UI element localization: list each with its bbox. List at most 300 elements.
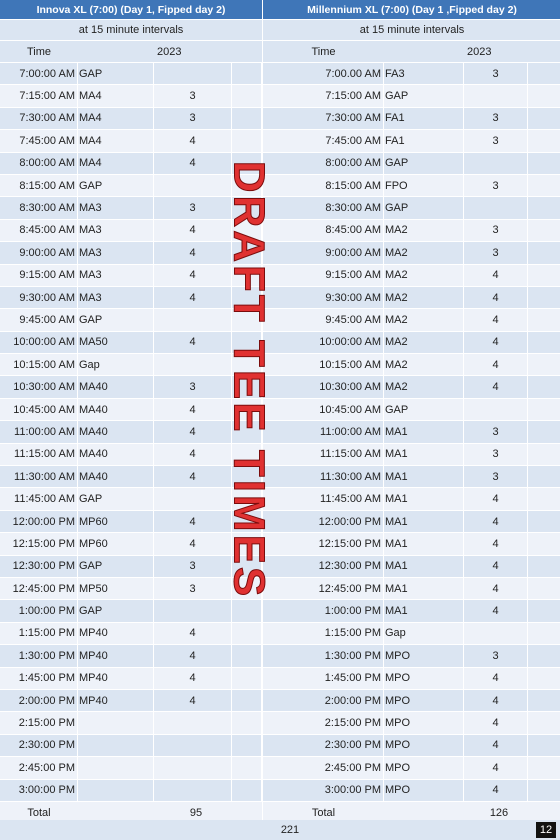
table-row	[0, 780, 262, 802]
table-row	[0, 265, 262, 287]
spare-cell	[528, 757, 560, 778]
table-row	[0, 735, 262, 757]
time-cell: 7:00:00 AM	[0, 63, 78, 84]
value-cell: 4	[464, 376, 528, 397]
value-cell: 4	[464, 578, 528, 599]
spare-cell	[232, 533, 262, 554]
value-cell	[154, 600, 232, 621]
code-cell: MA2	[384, 354, 464, 375]
code-cell: MPO	[384, 690, 464, 711]
table-row	[263, 63, 560, 85]
spare-cell	[528, 712, 560, 733]
time-cell: 7:15:00 AM	[0, 85, 78, 106]
table-row	[263, 108, 560, 130]
table-row	[263, 511, 560, 533]
value-cell: 4	[154, 466, 232, 487]
code-cell: MA1	[384, 421, 464, 442]
spare-cell	[528, 332, 560, 353]
time-cell: 8:30:00 AM	[0, 197, 78, 218]
time-cell: 1:30:00 PM	[0, 645, 78, 666]
value-cell: 4	[154, 153, 232, 174]
spare-cell	[528, 197, 560, 218]
time-cell: 8:15:00 AM	[0, 175, 78, 196]
code-cell: GAP	[384, 85, 464, 106]
time-cell: 9:00:00 AM	[0, 242, 78, 263]
table-row	[0, 645, 262, 667]
value-cell	[154, 780, 232, 801]
table-row	[263, 309, 560, 331]
code-cell: GAP	[78, 63, 154, 84]
code-cell: FA3	[384, 63, 464, 84]
value-cell: 4	[154, 444, 232, 465]
time-cell: 10:30:00 AM	[0, 376, 78, 397]
spare-cell	[528, 130, 560, 151]
table-row	[263, 354, 560, 376]
table-row	[263, 175, 560, 197]
code-cell	[78, 712, 154, 733]
code-cell: GAP	[384, 153, 464, 174]
millennium-schedule	[262, 0, 560, 820]
code-cell: MP60	[78, 533, 154, 554]
time-cell: 11:45:00 AM	[263, 488, 384, 509]
code-cell: MPO	[384, 645, 464, 666]
spare-cell	[232, 332, 262, 353]
spare-cell	[528, 556, 560, 577]
spare-cell	[232, 735, 262, 756]
table-row	[0, 444, 262, 466]
code-cell: MA40	[78, 376, 154, 397]
code-cell: MA2	[384, 376, 464, 397]
table-row	[0, 668, 262, 690]
value-cell: 3	[154, 197, 232, 218]
spare-cell	[528, 421, 560, 442]
value-cell: 3	[464, 175, 528, 196]
code-cell: MA2	[384, 332, 464, 353]
innova-column-header	[0, 41, 262, 63]
value-cell: 3	[464, 242, 528, 263]
code-cell: MA50	[78, 332, 154, 353]
code-cell: MPO	[384, 735, 464, 756]
time-cell: 10:00:00 AM	[0, 332, 78, 353]
value-cell: 4	[464, 309, 528, 330]
table-row	[263, 780, 560, 802]
value-cell: 4	[464, 757, 528, 778]
spare-cell	[232, 175, 262, 196]
total-value: 126	[489, 806, 509, 819]
spare-cell	[528, 488, 560, 509]
table-row	[0, 712, 262, 734]
table-row	[0, 399, 262, 421]
table-row	[0, 309, 262, 331]
spare-cell	[232, 63, 262, 84]
table-row	[263, 668, 560, 690]
value-cell: 3	[464, 108, 528, 129]
time-cell: 2:30:00 PM	[0, 735, 78, 756]
table-row	[0, 108, 262, 130]
spare-cell	[232, 108, 262, 129]
code-cell: MA3	[78, 242, 154, 263]
time-cell: 12:15:00 PM	[0, 533, 78, 554]
table-row	[263, 466, 560, 488]
table-row	[0, 466, 262, 488]
time-cell: 11:15:00 AM	[263, 444, 384, 465]
table-row	[263, 690, 560, 712]
code-cell: MA1	[384, 444, 464, 465]
value-cell: 4	[464, 488, 528, 509]
spare-cell	[232, 309, 262, 330]
spare-cell	[528, 354, 560, 375]
table-row	[0, 533, 262, 555]
value-cell: 3	[154, 85, 232, 106]
page-number: 12	[536, 822, 556, 838]
table-row	[263, 556, 560, 578]
table-row	[263, 197, 560, 219]
spare-cell	[528, 466, 560, 487]
time-cell: 2:15:00 PM	[0, 712, 78, 733]
spare-cell	[232, 220, 262, 241]
time-cell: 10:45:00 AM	[0, 399, 78, 420]
time-cell: 9:45:00 AM	[0, 309, 78, 330]
time-cell: 7:45:00 AM	[263, 130, 384, 151]
time-cell: 11:30:00 AM	[263, 466, 384, 487]
value-cell: 4	[464, 332, 528, 353]
table-row	[263, 153, 560, 175]
value-cell	[464, 153, 528, 174]
spare-cell	[232, 780, 262, 801]
spare-cell	[232, 645, 262, 666]
value-cell: 3	[464, 466, 528, 487]
table-row	[0, 85, 262, 107]
spare-cell	[232, 399, 262, 420]
spare-cell	[528, 399, 560, 420]
value-cell: 3	[464, 421, 528, 442]
time-cell: 12:00:00 PM	[0, 511, 78, 532]
code-cell: MA2	[384, 309, 464, 330]
table-row	[263, 376, 560, 398]
code-cell: MA40	[78, 444, 154, 465]
spare-cell	[528, 220, 560, 241]
code-cell: GAP	[78, 556, 154, 577]
time-cell: 8:00:00 AM	[0, 153, 78, 174]
code-cell: MA2	[384, 220, 464, 241]
time-cell: 1:00:00 PM	[263, 600, 384, 621]
innova-schedule	[0, 0, 262, 820]
time-cell: 7:00.00 AM	[263, 63, 384, 84]
table-row	[263, 757, 560, 779]
spare-cell	[232, 354, 262, 375]
spare-cell	[232, 712, 262, 733]
code-cell: MPO	[384, 757, 464, 778]
year-column-header: 2023	[467, 45, 492, 58]
spare-cell	[528, 444, 560, 465]
time-cell: 7:30:00 AM	[0, 108, 78, 129]
value-cell: 4	[464, 780, 528, 801]
spare-cell	[232, 421, 262, 442]
value-cell: 4	[464, 690, 528, 711]
value-cell	[154, 757, 232, 778]
code-cell: MPO	[384, 780, 464, 801]
code-cell: MP40	[78, 623, 154, 644]
value-cell	[154, 488, 232, 509]
time-cell: 2:00:00 PM	[0, 690, 78, 711]
table-row	[0, 556, 262, 578]
time-cell: 11:00:00 AM	[0, 421, 78, 442]
spare-cell	[232, 376, 262, 397]
time-cell: 2:45:00 PM	[0, 757, 78, 778]
code-cell: MA1	[384, 488, 464, 509]
spare-cell	[528, 153, 560, 174]
code-cell: FPO	[384, 175, 464, 196]
table-row	[0, 63, 262, 85]
code-cell: FA1	[384, 130, 464, 151]
code-cell: MA1	[384, 556, 464, 577]
spare-cell	[232, 85, 262, 106]
table-row	[263, 600, 560, 622]
value-cell: 3	[154, 108, 232, 129]
table-row	[263, 488, 560, 510]
time-cell: 8:45:00 AM	[263, 220, 384, 241]
value-cell: 4	[154, 511, 232, 532]
value-cell	[154, 735, 232, 756]
time-cell: 1:00:00 PM	[0, 600, 78, 621]
code-cell: MA3	[78, 287, 154, 308]
spare-cell	[528, 690, 560, 711]
table-row	[0, 130, 262, 152]
table-row	[0, 578, 262, 600]
code-cell: GAP	[78, 488, 154, 509]
table-row	[263, 444, 560, 466]
value-cell: 4	[154, 242, 232, 263]
time-cell: 10:00:00 AM	[263, 332, 384, 353]
time-cell: 2:15:00 PM	[263, 712, 384, 733]
spare-cell	[232, 153, 262, 174]
table-row	[263, 735, 560, 757]
value-cell: 3	[154, 376, 232, 397]
spare-cell	[232, 600, 262, 621]
time-cell: 11:00:00 AM	[263, 421, 384, 442]
value-cell: 4	[154, 645, 232, 666]
value-cell: 4	[154, 623, 232, 644]
innova-title: Innova XL (7:00) (Day 1, Fipped day 2)	[0, 0, 262, 20]
time-cell: 7:15:00 AM	[263, 85, 384, 106]
code-cell: FA1	[384, 108, 464, 129]
table-row	[0, 242, 262, 264]
time-cell: 8:30:00 AM	[263, 197, 384, 218]
code-cell: MP40	[78, 645, 154, 666]
value-cell: 4	[154, 220, 232, 241]
code-cell: Gap	[78, 354, 154, 375]
spare-cell	[528, 735, 560, 756]
table-row	[0, 488, 262, 510]
code-cell	[78, 780, 154, 801]
millennium-interval-note: at 15 minute intervals	[263, 20, 560, 41]
time-cell: 3:00:00 PM	[0, 780, 78, 801]
value-cell	[154, 175, 232, 196]
watermark-text: DRAFT TEE TIMES	[224, 160, 273, 600]
value-cell: 4	[154, 533, 232, 554]
innova-interval-note: at 15 minute intervals	[0, 20, 262, 41]
spare-cell	[528, 623, 560, 644]
code-cell: MPO	[384, 712, 464, 733]
value-cell: 4	[464, 511, 528, 532]
value-cell: 3	[464, 220, 528, 241]
spare-cell	[232, 242, 262, 263]
time-cell: 12:15:00 PM	[263, 533, 384, 554]
table-row	[0, 623, 262, 645]
value-cell: 4	[464, 556, 528, 577]
value-cell	[464, 623, 528, 644]
spare-cell	[232, 287, 262, 308]
time-cell: 1:45:00 PM	[0, 668, 78, 689]
table-row	[0, 376, 262, 398]
spare-cell	[232, 265, 262, 286]
spare-cell	[528, 309, 560, 330]
value-cell: 4	[464, 287, 528, 308]
value-cell: 4	[464, 533, 528, 554]
table-row	[0, 287, 262, 309]
code-cell: GAP	[78, 600, 154, 621]
time-cell: 10:15:00 AM	[263, 354, 384, 375]
year-column-header: 2023	[157, 45, 182, 58]
spare-cell	[232, 668, 262, 689]
spare-cell	[528, 645, 560, 666]
table-row	[0, 354, 262, 376]
value-cell: 3	[464, 130, 528, 151]
code-cell: Gap	[384, 623, 464, 644]
value-cell	[464, 399, 528, 420]
value-cell: 4	[464, 600, 528, 621]
time-cell: 9:00:00 AM	[263, 242, 384, 263]
time-cell: 9:15:00 AM	[0, 265, 78, 286]
value-cell	[464, 85, 528, 106]
millennium-title: Millennium XL (7:00) (Day 1 ,Fipped day 2)	[263, 0, 560, 20]
spare-cell	[528, 108, 560, 129]
table-row	[263, 399, 560, 421]
code-cell: MA3	[78, 197, 154, 218]
table-row	[0, 690, 262, 712]
total-value: 95	[189, 806, 203, 819]
spare-cell	[528, 376, 560, 397]
time-cell: 9:30:00 AM	[263, 287, 384, 308]
code-cell: MA3	[78, 220, 154, 241]
code-cell: MA4	[78, 85, 154, 106]
time-cell: 12:30:00 PM	[263, 556, 384, 577]
code-cell: GAP	[384, 399, 464, 420]
table-row	[0, 757, 262, 779]
time-cell: 2:45:00 PM	[263, 757, 384, 778]
table-row	[0, 332, 262, 354]
time-cell: 3:00:00 PM	[263, 780, 384, 801]
spare-cell	[528, 511, 560, 532]
code-cell: MA2	[384, 242, 464, 263]
value-cell: 4	[154, 332, 232, 353]
spare-cell	[232, 444, 262, 465]
code-cell: MA3	[78, 265, 154, 286]
time-cell: 11:30:00 AM	[0, 466, 78, 487]
spare-cell	[232, 488, 262, 509]
time-column-header: Time	[26, 45, 52, 58]
code-cell: MP50	[78, 578, 154, 599]
value-cell: 3	[464, 444, 528, 465]
time-cell: 12:30:00 PM	[0, 556, 78, 577]
code-cell: MA2	[384, 265, 464, 286]
table-row	[0, 511, 262, 533]
code-cell: MA1	[384, 533, 464, 554]
time-cell: 1:45:00 PM	[263, 668, 384, 689]
table-row	[263, 220, 560, 242]
spare-cell	[232, 197, 262, 218]
code-cell: MA1	[384, 578, 464, 599]
code-cell: GAP	[384, 197, 464, 218]
millennium-rows	[263, 63, 560, 802]
spare-cell	[232, 623, 262, 644]
time-cell: 12:45:00 PM	[0, 578, 78, 599]
table-row	[0, 421, 262, 443]
time-column-header: Time	[311, 45, 336, 58]
time-cell: 9:15:00 AM	[263, 265, 384, 286]
table-row	[0, 220, 262, 242]
table-row	[0, 197, 262, 219]
table-row	[263, 421, 560, 443]
table-row	[263, 623, 560, 645]
value-cell: 4	[154, 399, 232, 420]
code-cell: MA4	[78, 153, 154, 174]
table-row	[263, 287, 560, 309]
code-cell	[78, 735, 154, 756]
value-cell: 4	[464, 354, 528, 375]
spare-cell	[528, 780, 560, 801]
time-cell: 7:30:00 AM	[263, 108, 384, 129]
code-cell: MA40	[78, 466, 154, 487]
value-cell	[464, 197, 528, 218]
spare-cell	[232, 130, 262, 151]
spare-cell	[232, 578, 262, 599]
spare-cell	[528, 175, 560, 196]
value-cell: 4	[464, 668, 528, 689]
time-cell: 10:45:00 AM	[263, 399, 384, 420]
code-cell: MP40	[78, 690, 154, 711]
grand-total: 221	[280, 824, 300, 836]
value-cell: 4	[154, 668, 232, 689]
total-label: Total	[27, 806, 51, 819]
innova-rows	[0, 63, 262, 802]
table-row	[263, 130, 560, 152]
table-row	[263, 85, 560, 107]
value-cell: 4	[154, 265, 232, 286]
time-cell: 9:30:00 AM	[0, 287, 78, 308]
code-cell: MA4	[78, 130, 154, 151]
spare-cell	[528, 85, 560, 106]
time-cell: 12:45:00 PM	[263, 578, 384, 599]
code-cell: GAP	[78, 309, 154, 330]
value-cell: 3	[154, 556, 232, 577]
time-cell: 10:30:00 AM	[263, 376, 384, 397]
code-cell: GAP	[78, 175, 154, 196]
spare-cell	[528, 242, 560, 263]
table-row	[263, 265, 560, 287]
value-cell: 3	[464, 63, 528, 84]
value-cell	[154, 309, 232, 330]
table-row	[263, 533, 560, 555]
code-cell: MPO	[384, 668, 464, 689]
time-cell: 11:15:00 AM	[0, 444, 78, 465]
spare-cell	[528, 578, 560, 599]
spare-cell	[528, 287, 560, 308]
spare-cell	[528, 600, 560, 621]
time-cell: 7:45:00 AM	[0, 130, 78, 151]
table-row	[0, 175, 262, 197]
value-cell: 4	[154, 287, 232, 308]
